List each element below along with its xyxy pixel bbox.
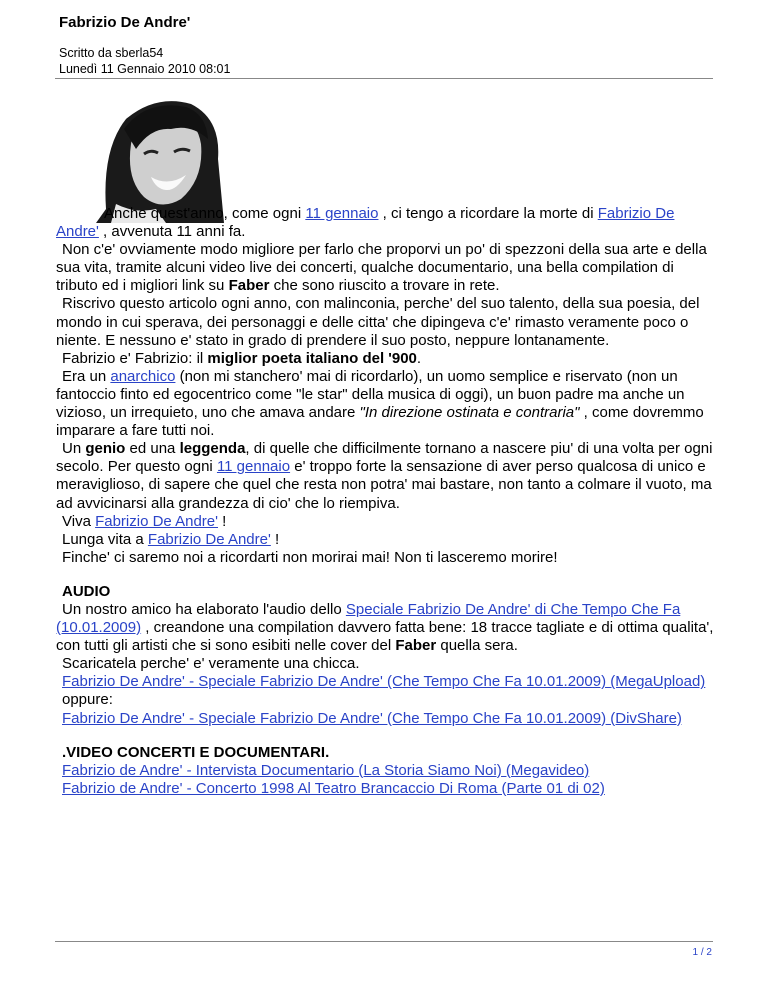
text: Anche quest'anno, come ogni: [104, 205, 306, 222]
text: , avvenuta 11 anni fa.: [98, 223, 246, 241]
link-viva-fabrizio[interactable]: Fabrizio De Andre': [95, 512, 219, 530]
text: che sono riuscito a trovare in rete.: [269, 277, 500, 295]
text: Non c'e' ovviamente modo migliore per farlo che proporvi un po' di spezzoni della sua arte e della sua vita, tramite alcuni video live dei concerti, qualche documentario, una bella compilation di tributo ed i migliori link su: [56, 241, 707, 295]
header-divider: [55, 78, 713, 79]
text: Fabrizio e' Fabrizio: il: [62, 349, 208, 367]
text: , come dovremmo imparare a fare tutti noi.: [56, 404, 704, 440]
link-divshare[interactable]: Fabrizio De Andre' - Speciale Fabrizio De Andre' (Che Tempo Che Fa 10.01.2009) (DivShare): [62, 709, 682, 727]
paragraph: Riscrivo questo articolo ogni anno, con malinconia, perche' del suo talento, della sua poesia, del mondo in cui sperava, dei personaggi e delle citta' che dipingeva c'e' rimasto veramente poco o niente. E nessuno e' stato in grado di prendere il suo posto, neppure lontanamente.: [56, 295, 700, 349]
text: Era un: [62, 367, 111, 385]
text: .: [416, 349, 422, 367]
oppure-text: oppure:: [62, 691, 113, 709]
article-body: [56, 205, 714, 798]
bold-text: Faber: [395, 637, 437, 655]
link-megaupload[interactable]: Fabrizio De Andre' - Speciale Fabrizio De Andre' (Che Tempo Che Fa 10.01.2009) (MegaUpload): [62, 673, 706, 691]
italic-quote: "In direzione ostinata e contraria": [359, 404, 580, 422]
bold-text: genio: [85, 440, 126, 458]
link-intervista-documentario[interactable]: Fabrizio de Andre' - Intervista Documentario (La Storia Siamo Noi) (Megavideo): [62, 761, 590, 779]
text: ed una: [125, 440, 180, 458]
text: , di quelle che difficilmente tornano a nascere piu' di una volta per ogni secolo. Per questo ogni: [56, 440, 713, 476]
text: , ci tengo a ricordare la morte di: [378, 205, 598, 222]
link-11-gennaio-2[interactable]: 11 gennaio: [216, 458, 291, 476]
link-concerto-1998[interactable]: Fabrizio de Andre' - Concerto 1998 Al Teatro Brancaccio Di Roma (Parte 01 di 02): [62, 779, 605, 797]
artist-photo: [96, 89, 234, 223]
link-anarchico[interactable]: anarchico: [110, 367, 176, 385]
paragraph: Finche' ci saremo noi a ricordarti non morirai mai! Non ti lasceremo morire!: [62, 548, 558, 566]
text: e' troppo forte la sensazione di aver perso qualcosa di unico e meraviglioso, di sapere che quel che resta non potra' mai bastare, non tanto a colmare il vuoto, ma ad avvicinarsi alla grandezza di cio' che lo riempiva.: [56, 458, 712, 512]
text: Viva: [62, 512, 96, 530]
video-heading: .VIDEO CONCERTI E DOCUMENTARI.: [62, 743, 330, 761]
text: Lunga vita a: [62, 530, 148, 548]
page-header: [59, 14, 230, 77]
author-line: Scritto da sberla54: [59, 46, 164, 60]
bold-text: miglior poeta italiano del '900: [207, 349, 417, 367]
text: (non mi stanchero' mai di ricordarlo), un uomo semplice e riservato (non un fantoccio finto ed egocentrico come "le star" della musica di oggi), un buon padre ma anche un vizioso, un irrequieto, uno che amava andare: [56, 367, 685, 422]
page-number: 1 / 2: [692, 947, 712, 958]
link-11-gennaio[interactable]: 11 gennaio: [305, 205, 379, 222]
date-line: Lunedì 11 Gennaio 2010 08:01: [59, 62, 231, 76]
footer-divider: [55, 941, 713, 942]
bold-text: Faber: [228, 277, 270, 295]
article-title: Fabrizio De Andre': [59, 14, 191, 31]
bold-text: leggenda: [179, 440, 246, 458]
paragraph: Scaricatela perche' e' veramente una chicca.: [62, 655, 360, 673]
text: Un nostro amico ha elaborato l'audio dello: [62, 600, 346, 618]
audio-section: [56, 583, 714, 728]
text: Un: [62, 440, 86, 458]
text: quella sera.: [436, 637, 518, 655]
text: !: [218, 512, 227, 530]
audio-heading: AUDIO: [62, 582, 111, 600]
link-fabrizio-de-andre[interactable]: Fabrizio De Andre': [56, 205, 675, 241]
video-section: [56, 744, 714, 798]
link-speciale-che-tempo-che-fa[interactable]: Speciale Fabrizio De Andre' di Che Tempo Che Fa (10.01.2009): [56, 600, 681, 637]
text: , creandone una compilation davvero fatta bene: 18 tracce tagliate e di ottima qualita', con tutti gli artisti che si sono esibiti nelle cover del: [56, 619, 714, 655]
link-lunga-vita-fabrizio[interactable]: Fabrizio De Andre': [147, 530, 271, 548]
text: !: [270, 530, 280, 548]
